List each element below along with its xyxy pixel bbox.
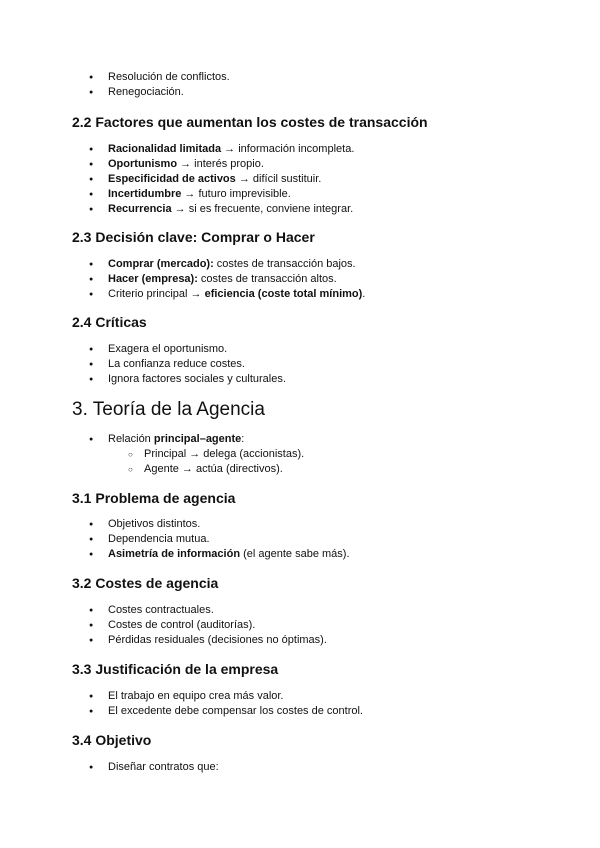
list-item: ● Ignora factores sociales y culturales.	[0, 372, 286, 387]
list-item: ● El trabajo en equipo crea más valor.	[0, 689, 363, 704]
list-conflict-resolution	[0, 70, 230, 100]
list-item: ● Costes contractuales.	[0, 603, 327, 618]
list-item: ● Exagera el oportunismo.	[0, 342, 286, 357]
heading-3-3: 3.3 Justificación de la empresa	[72, 661, 279, 677]
heading-3: 3. Teoría de la Agencia	[72, 399, 265, 420]
list-item	[0, 547, 350, 562]
list-item	[0, 202, 354, 217]
list-item: ● Diseñar contratos que:	[0, 760, 219, 775]
heading-2-2: 2.2 Factores que aumentan los costes de transacción	[72, 114, 428, 130]
list-item: ● Renegociación.	[0, 85, 230, 100]
item-text: costes de transacción altos.	[197, 273, 337, 285]
list-item	[0, 272, 365, 287]
sub-list-item: ○ Agente → actúa (directivos).	[0, 462, 304, 477]
heading-3-4: 3.4 Objetivo	[72, 732, 152, 748]
list-agency-relation	[0, 432, 304, 477]
list-item: ● Costes de control (auditorías).	[0, 618, 327, 633]
item-text: Relación	[108, 433, 154, 445]
list-item: ● Pérdidas residuales (decisiones no óptimas).	[0, 633, 327, 648]
heading-3-1: 3.1 Problema de agencia	[72, 490, 236, 506]
list-item: ● El excedente debe compensar los costes de control.	[0, 704, 363, 719]
item-text: → si es frecuente, conviene integrar.	[171, 203, 354, 215]
list-item	[0, 432, 304, 447]
heading-3-2: 3.2 Costes de agencia	[72, 575, 219, 591]
item-text: Criterio principal →	[108, 288, 205, 300]
item-text: → interés propio.	[177, 158, 264, 170]
item-bold: Oportunismo	[108, 158, 178, 170]
list-agency-costs	[0, 603, 327, 648]
item-bold: Recurrencia	[108, 203, 172, 215]
list-agency-problem	[0, 517, 350, 562]
list-criticisms	[0, 342, 286, 387]
item-text: costes de transacción bajos.	[213, 258, 356, 270]
list-item	[0, 157, 354, 172]
list-item	[0, 257, 365, 272]
list-item: ● Resolución de conflictos.	[0, 70, 230, 85]
heading-2-4: 2.4 Críticas	[72, 314, 147, 330]
list-item	[0, 187, 354, 202]
item-bold: Comprar (mercado):	[108, 258, 214, 270]
list-objective	[0, 760, 219, 775]
item-text: → futuro imprevisible.	[181, 188, 291, 200]
list-item	[0, 142, 354, 157]
item-bold: Hacer (empresa):	[108, 273, 198, 285]
list-item	[0, 172, 354, 187]
item-text: :	[241, 433, 245, 445]
item-text: .	[362, 288, 366, 300]
item-text: → información incompleta.	[221, 143, 355, 155]
item-bold: Especificidad de activos	[108, 173, 236, 185]
item-bold: eficiencia (coste total mínimo)	[204, 288, 363, 300]
list-buy-or-make	[0, 257, 365, 302]
item-bold: Racionalidad limitada	[108, 143, 222, 155]
list-item: ● La confianza reduce costes.	[0, 357, 286, 372]
list-transaction-factors	[0, 142, 354, 217]
item-bold: Incertidumbre	[108, 188, 182, 200]
list-item	[0, 287, 365, 302]
sub-list-item: ○ Principal → delega (accionistas).	[0, 447, 304, 462]
item-bold: principal–agente	[153, 433, 242, 445]
list-item: ● Dependencia mutua.	[0, 532, 350, 547]
list-item: ● Objetivos distintos.	[0, 517, 350, 532]
heading-2-3: 2.3 Decisión clave: Comprar o Hacer	[72, 229, 315, 245]
item-bold: Asimetría de información	[108, 548, 241, 560]
item-text: → difícil sustituir.	[235, 173, 322, 185]
list-firm-justification	[0, 689, 363, 719]
item-text: (el agente sabe más).	[240, 548, 350, 560]
